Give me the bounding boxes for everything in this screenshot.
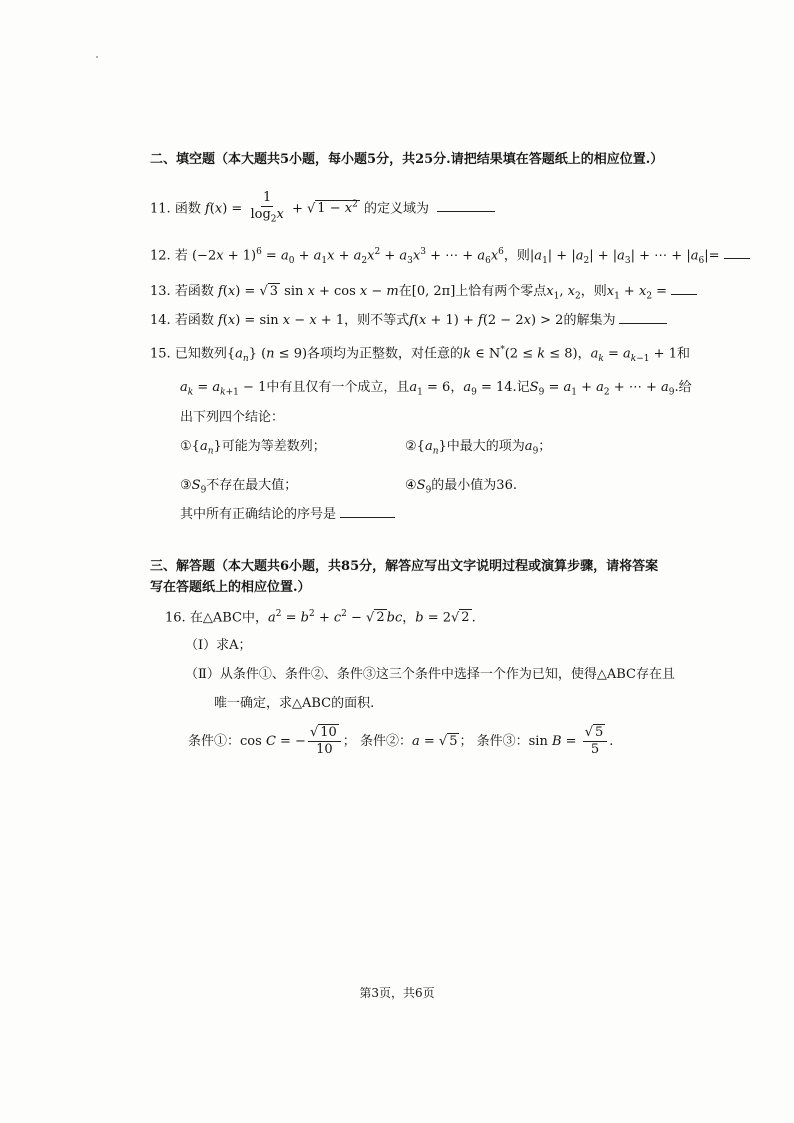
question-16-conditions: 条件①：cos C = − $\frac{√ 10}{10}$ ； 条件②：a = √ 5 ； 条件③：sin B = $\frac{√ 5}{5}$ . [188,725,614,757]
fraction: $\frac{√ 5}{5}$ [583,725,608,758]
question-number: 14. [150,313,171,328]
answer-blank [619,311,667,324]
question-15-line-2: $a_k = a_{k+1} - 1$中有且仅有一个成立，且$a_1 = 6$，$a_9 = 14$.记$S_9 = a_1 + a_2$ + ⋯ + $a_9$.给 [180,380,692,398]
section-3-heading-line-2: 写在答题纸上的相应位置.） [150,580,311,595]
question-15-line-3: 出下列四个结论： [180,410,285,425]
question-16-part-2: （Ⅱ）从条件①、条件②、条件③这三个条件中选择一个作为已知，使得△ABC存在且 [185,667,675,682]
answer-blank [724,246,750,259]
conclusion-2: $②\{a_n\}$中最大的项为$a_9$； [405,439,552,457]
question-11: 11. 函数 f(x) = $\frac{1}{\log_2x}$ + √ $1 - x^2$ 的定义域为 [150,190,495,228]
answer-blank [340,505,395,518]
conclusion-1: $①\{a_n\}$可能为等差数列； [180,439,326,457]
question-number: 12. [150,248,171,264]
conclusion-4: $④S_9$的最小值为36. [405,478,517,496]
question-number: 13. [150,284,171,299]
conclusion-3: $③S_9$不存在最大值； [180,478,298,496]
question-16: 16. 在△ABC中，$a^2 = b^2 + c^2$ − √ 2 bc，b = 2√ 2 . [165,609,476,626]
question-12: 12. 若 $(-2x + 1)^6 = a_0 + a_1x + a_2x^2 + a_3x^3$ + ⋯ + $a_6x^6$，则$|a_1| + |a_2| + |a_3|$ + ⋯ + $|a_6|=$ [150,242,750,271]
fraction: $\frac{1}{\log_2x}$ [250,190,284,225]
page-footer: 第3页，共6页 [359,986,435,1000]
question-15: 15. 已知数列$\{a_n\} (n \le 9)$各项均为正整数，对任意的k ∈ N*(2 ≤ k ≤ 8)，$a_k = a_{k-1} + 1$和 [150,345,690,364]
scan-speck [96,56,98,58]
fraction: $\frac{√ 10}{10}$ [308,725,341,758]
question-number: 15. [150,346,171,362]
question-14: 14. 若函数 f(x) = sin x − x + 1，则不等式f(x + 1) + f(2 − 2x) > 2的解集为 [150,311,667,331]
question-number: 16. [165,610,186,626]
question-16-part-2-line-2: 唯一确定，求△ABC的面积. [214,696,375,711]
question-15-prompt: 其中所有正确结论的序号是 [180,505,395,525]
question-16-part-1: （Ⅰ）求A； [185,638,252,653]
question-13: 13. 若函数 f(x) = √ 3 sin x + cos x − m在[0, 2π]上恰有两个零点$x_1$, $x_2$，则$x_1 + x_2$ = [150,282,697,307]
answer-blank [671,282,697,295]
question-number: 11. [150,201,171,217]
section-3-heading: 三、解答题（本大题共6小题，共85分，解答应写出文字说明过程或演算步骤，请将答案 [150,559,659,574]
answer-blank [437,199,495,212]
section-2-heading: 二、填空题（本大题共5小题，每小题5分，共25分.请把结果填在答题纸上的相应位置.） [150,152,664,167]
